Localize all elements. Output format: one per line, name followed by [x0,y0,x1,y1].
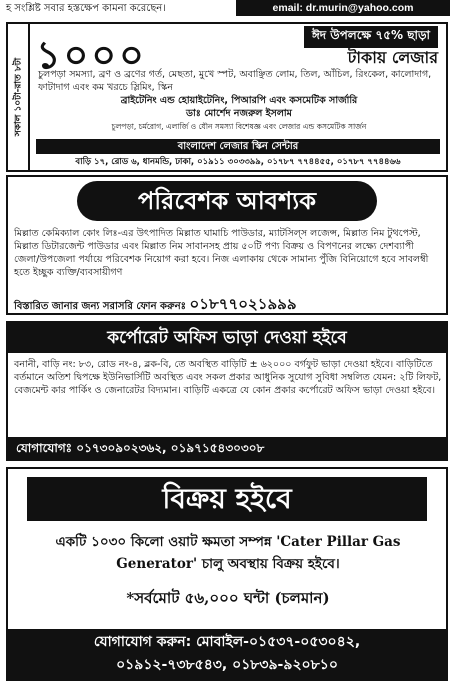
generator-sale-ad [6,467,448,681]
office-contact: যোগাযোগঃ ০১৭৩০৯০২৩৬২, ০১৯৭১৫৪৩০৩০৮ [8,437,446,459]
top-strip [0,0,459,16]
office-body: বনানী, বাড়ি নং: ৮৩, রোড নং-৪, ব্লক-বি, তে অবস্থিত বাড়িটি ± ৬২০০০ বর্গফুট ভাড়া দেওয়া হইবে। বাড়িটিতে বর্তমানে অতিশ দ্বিপক্ষে ইউনিভার্সিটি অবস্থিত এবং সকল প্রকার আধুনিক সুযোগ সুবিধা সম্বলিত যেমন: ২টি লিফট, বেজমেন্ট কার পার্কিং ও জেনারেটর বিদ্যমান। বাড়িটি একত্রে যে কোন প্রকার কর্পোরেট অফিস ভাড়া দেওয়া হইবে। [14,359,442,396]
price-headline: ১০০০ [36,32,147,77]
distributor-ad [6,175,448,315]
center-name: বাংলাদেশ লেজার স্কিন সেন্টার [36,139,440,154]
generator-contact-line1: যোগাযোগ করুন: মোবাইল-০১৫৩৭-০৫৩০৪২, [93,634,361,650]
generator-contact [8,629,446,679]
generator-contact-line2: ০১৯১২-৭৩৮৫৪৩, ০১৮৩৯-৯২০৮১০ [116,657,338,673]
office-title: কর্পোরেট অফিস ভাড়া দেওয়া হইবে [8,323,446,353]
hours-tab [8,24,30,170]
laser-services [38,68,440,133]
generator-body: একটি ১০৩০ কিলো ওয়াট ক্ষমতা সম্পন্ন 'Cater Pillar Gas Generator' চালু অবস্থায় বিক্রয় হইবে। [55,534,401,572]
generator-hours: *সর্বমোট ৫৬,০০০ ঘন্টা (চলমান) [126,589,330,607]
taka-laser-label: টাকায় লেজার [347,48,438,67]
office-rent-ad [6,321,448,461]
distributor-body: মিল্লাত কেমিক্যাল কোং লিঃ-এর উৎপাদিত মিল্লাত ঘামাচি পাউডার, ম্যাটসিল্স লজেন্স, মিল্লাত নিম টুথপেস্ট, মিল্লাত ডিটারজেন্ট পাউডার এবং মিল্লাত নিম সাবানসহ প্রায় ৫০টি পণ্য বিক্রয় ও বিপণনের লক্ষ্যে দেশব্যাপী জেলা/উপজেলা পর্যায়ে পরিবেশক নিয়োগ করা হবে। নিজ এলাকায় থেকে সামান্য পুঁজি বিনিয়োগে হবে সাবলম্বী হতে ইচ্ছুক ব্যক্তি/ব্যবসায়ীগণ [14,228,429,278]
laser-ad [6,22,448,172]
distributor-contact [14,293,297,315]
eid-offer-badge: ঈদ উপলক্ষে ৭৫% ছাড়া [304,26,438,48]
services-text-2: ব্রাইটেনিং এন্ড হোয়াইটেনিং, পিআরপি এবং কসমেটিক সার্জারি [120,95,358,106]
generator-title: বিক্রয় হইবে [27,477,427,521]
services-text: চুলপড়া সমস্যা, ব্রণ ও ব্রণের গর্ত, মেছতা, মুখে স্পট, অবাঞ্ছিত লোম, তিল, আঁচিল, রিংকেল, কালোদাগ, ফাটাদাগ এবং কম খরচে স্লিমিং, স্কিন [38,69,432,93]
call-label: বিস্তারিত জানার জন্য সরাসরি ফোন করুনঃ [14,301,186,312]
doctor-name: ডাঃ মোর্শেদ নজরুল ইসলাম [186,108,292,119]
email-label: email: dr.murin@yahoo.com [236,0,450,16]
strip-text: হ সংশ্লিষ্ট সবার হস্তক্ষেপ কামনা করেছেন। [6,3,166,14]
distributor-phone: ০১৮৭৭০২১৯৯৯ [189,295,297,313]
hours-text: সকাল ১০টা-রাত ৮টা [13,57,24,137]
center-address: বাড়ি ১৭, রোড ৬, ধানমন্ডি, ঢাকা, ০১৯১১ ৩০৩৩৯৯, ০১৭৮৭ ৭৭৪৪৫৫, ০১৭৮৭ ৭৭৪৪৬৬ [75,157,401,167]
doctor-description: চুলপড়া, চর্মরোগ, এলার্জি ও যৌন সমস্যা বিশেষজ্ঞ এবং লেজার এন্ড কসমেটিক সার্জন [111,122,367,131]
distributor-title: পরিবেশক আবশ্যক [77,181,377,221]
